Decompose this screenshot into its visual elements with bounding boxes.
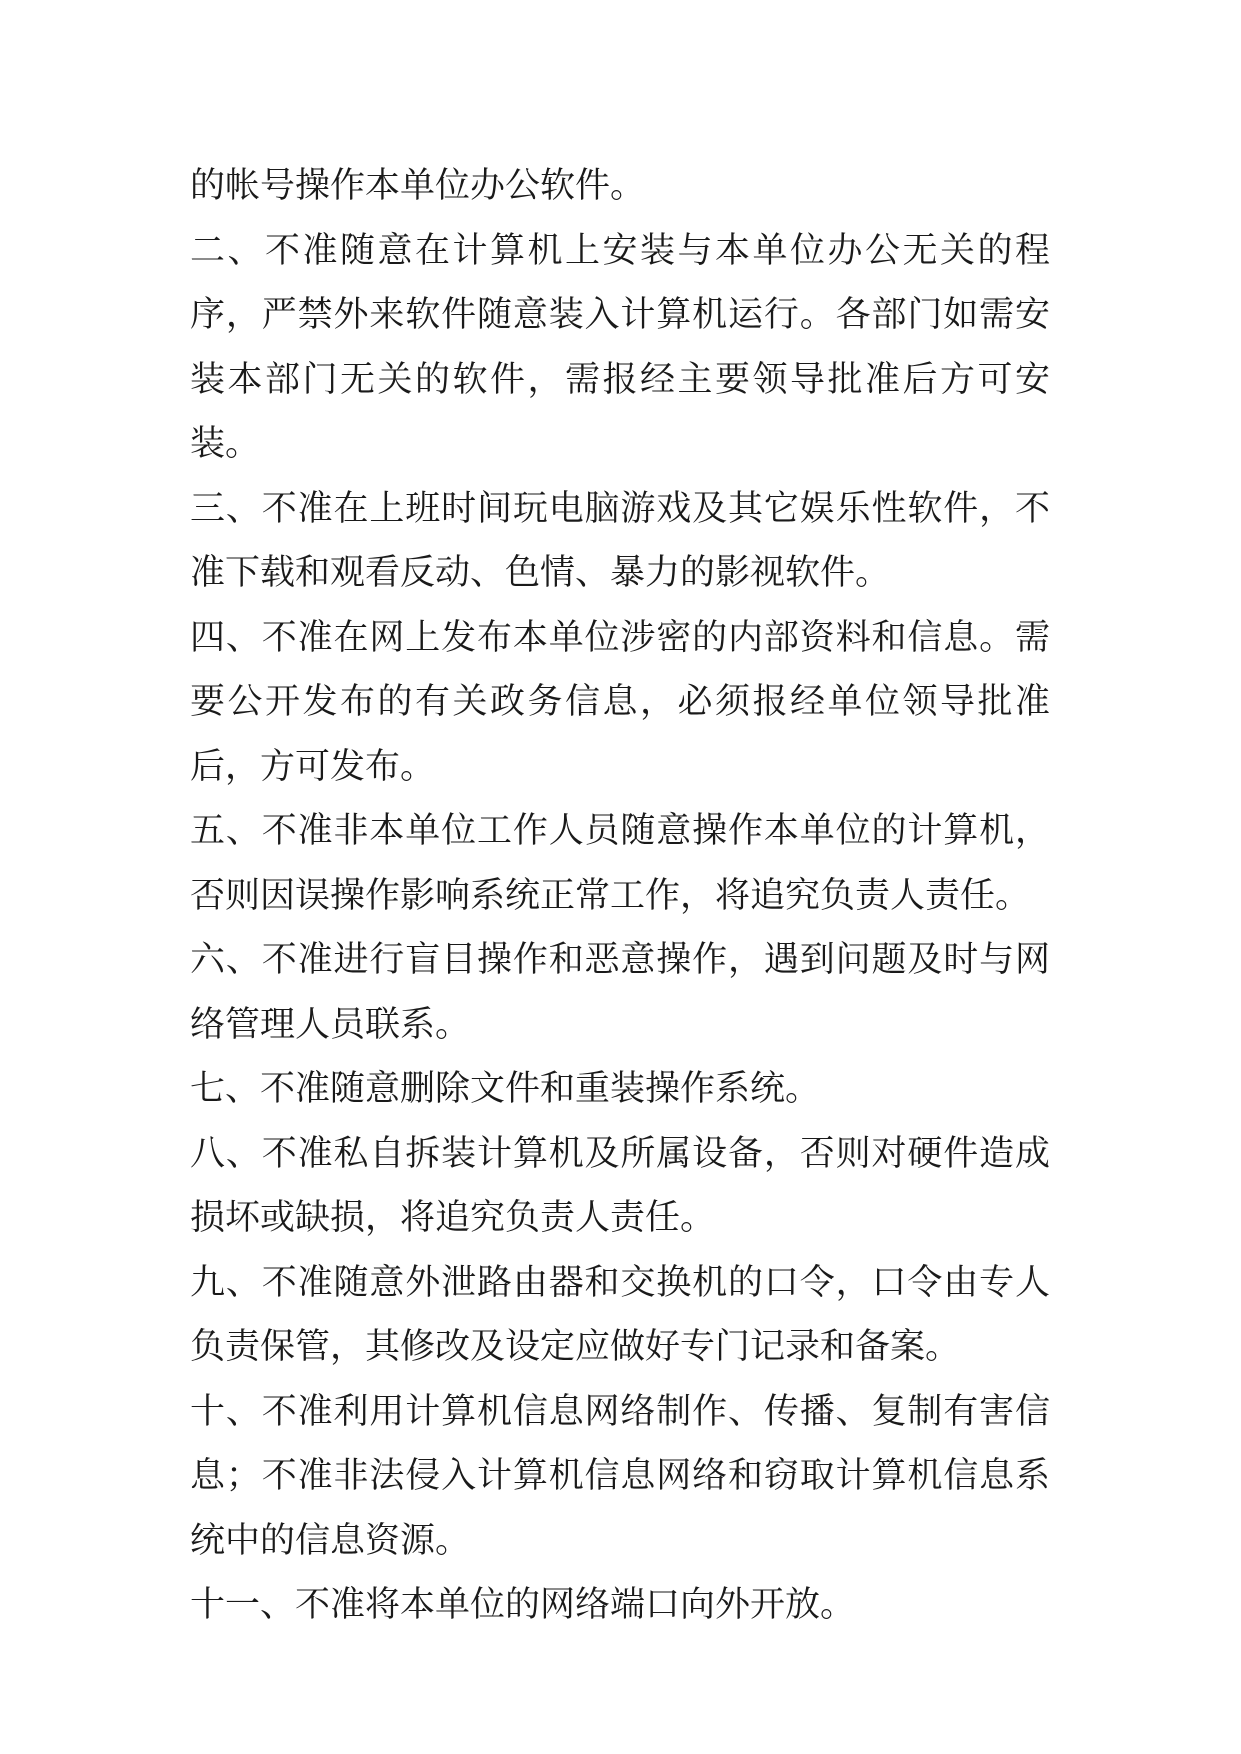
rule-10-paragraph: 十、不准利用计算机信息网络制作、传播、复制有害信息；不准非法侵入计算机信息网络和窃取计算机信息系统中的信息资源。 — [190, 1391, 1050, 1561]
rule-11-paragraph: 十一、不准将本单位的网络端口向外开放。 — [190, 1585, 856, 1625]
rule-5-paragraph: 五、不准非本单位工作人员随意操作本单位的计算机，否则因误操作影响系统正常工作，将追究负责人责任。 — [190, 811, 1050, 916]
paragraph-continuation: 的帐号操作本单位办公软件。 — [190, 166, 646, 206]
rule-2-paragraph: 二、不准随意在计算机上安装与本单位办公无关的程序，严禁外来软件随意装入计算机运行。各部门如需安装本部门无关的软件，需报经主要领导批准后方可安装。 — [190, 230, 1050, 464]
rule-9-paragraph: 九、不准随意外泄路由器和交换机的口令，口令由专人负责保管，其修改及设定应做好专门记录和备案。 — [190, 1262, 1050, 1367]
rule-4-paragraph: 四、不准在网上发布本单位涉密的内部资料和信息。需要公开发布的有关政务信息，必须报经单位领导批准后，方可发布。 — [190, 617, 1050, 787]
rule-3-paragraph: 三、不准在上班时间玩电脑游戏及其它娱乐性软件，不准下载和观看反动、色情、暴力的影视软件。 — [190, 488, 1050, 593]
document-body — [190, 154, 1050, 1638]
rule-8-paragraph: 八、不准私自拆装计算机及所属设备，否则对硬件造成损坏或缺损，将追究负责人责任。 — [190, 1133, 1050, 1238]
rule-7-paragraph: 七、不准随意删除文件和重装操作系统。 — [190, 1069, 821, 1109]
rule-6-paragraph: 六、不准进行盲目操作和恶意操作，遇到问题及时与网络管理人员联系。 — [190, 940, 1050, 1045]
